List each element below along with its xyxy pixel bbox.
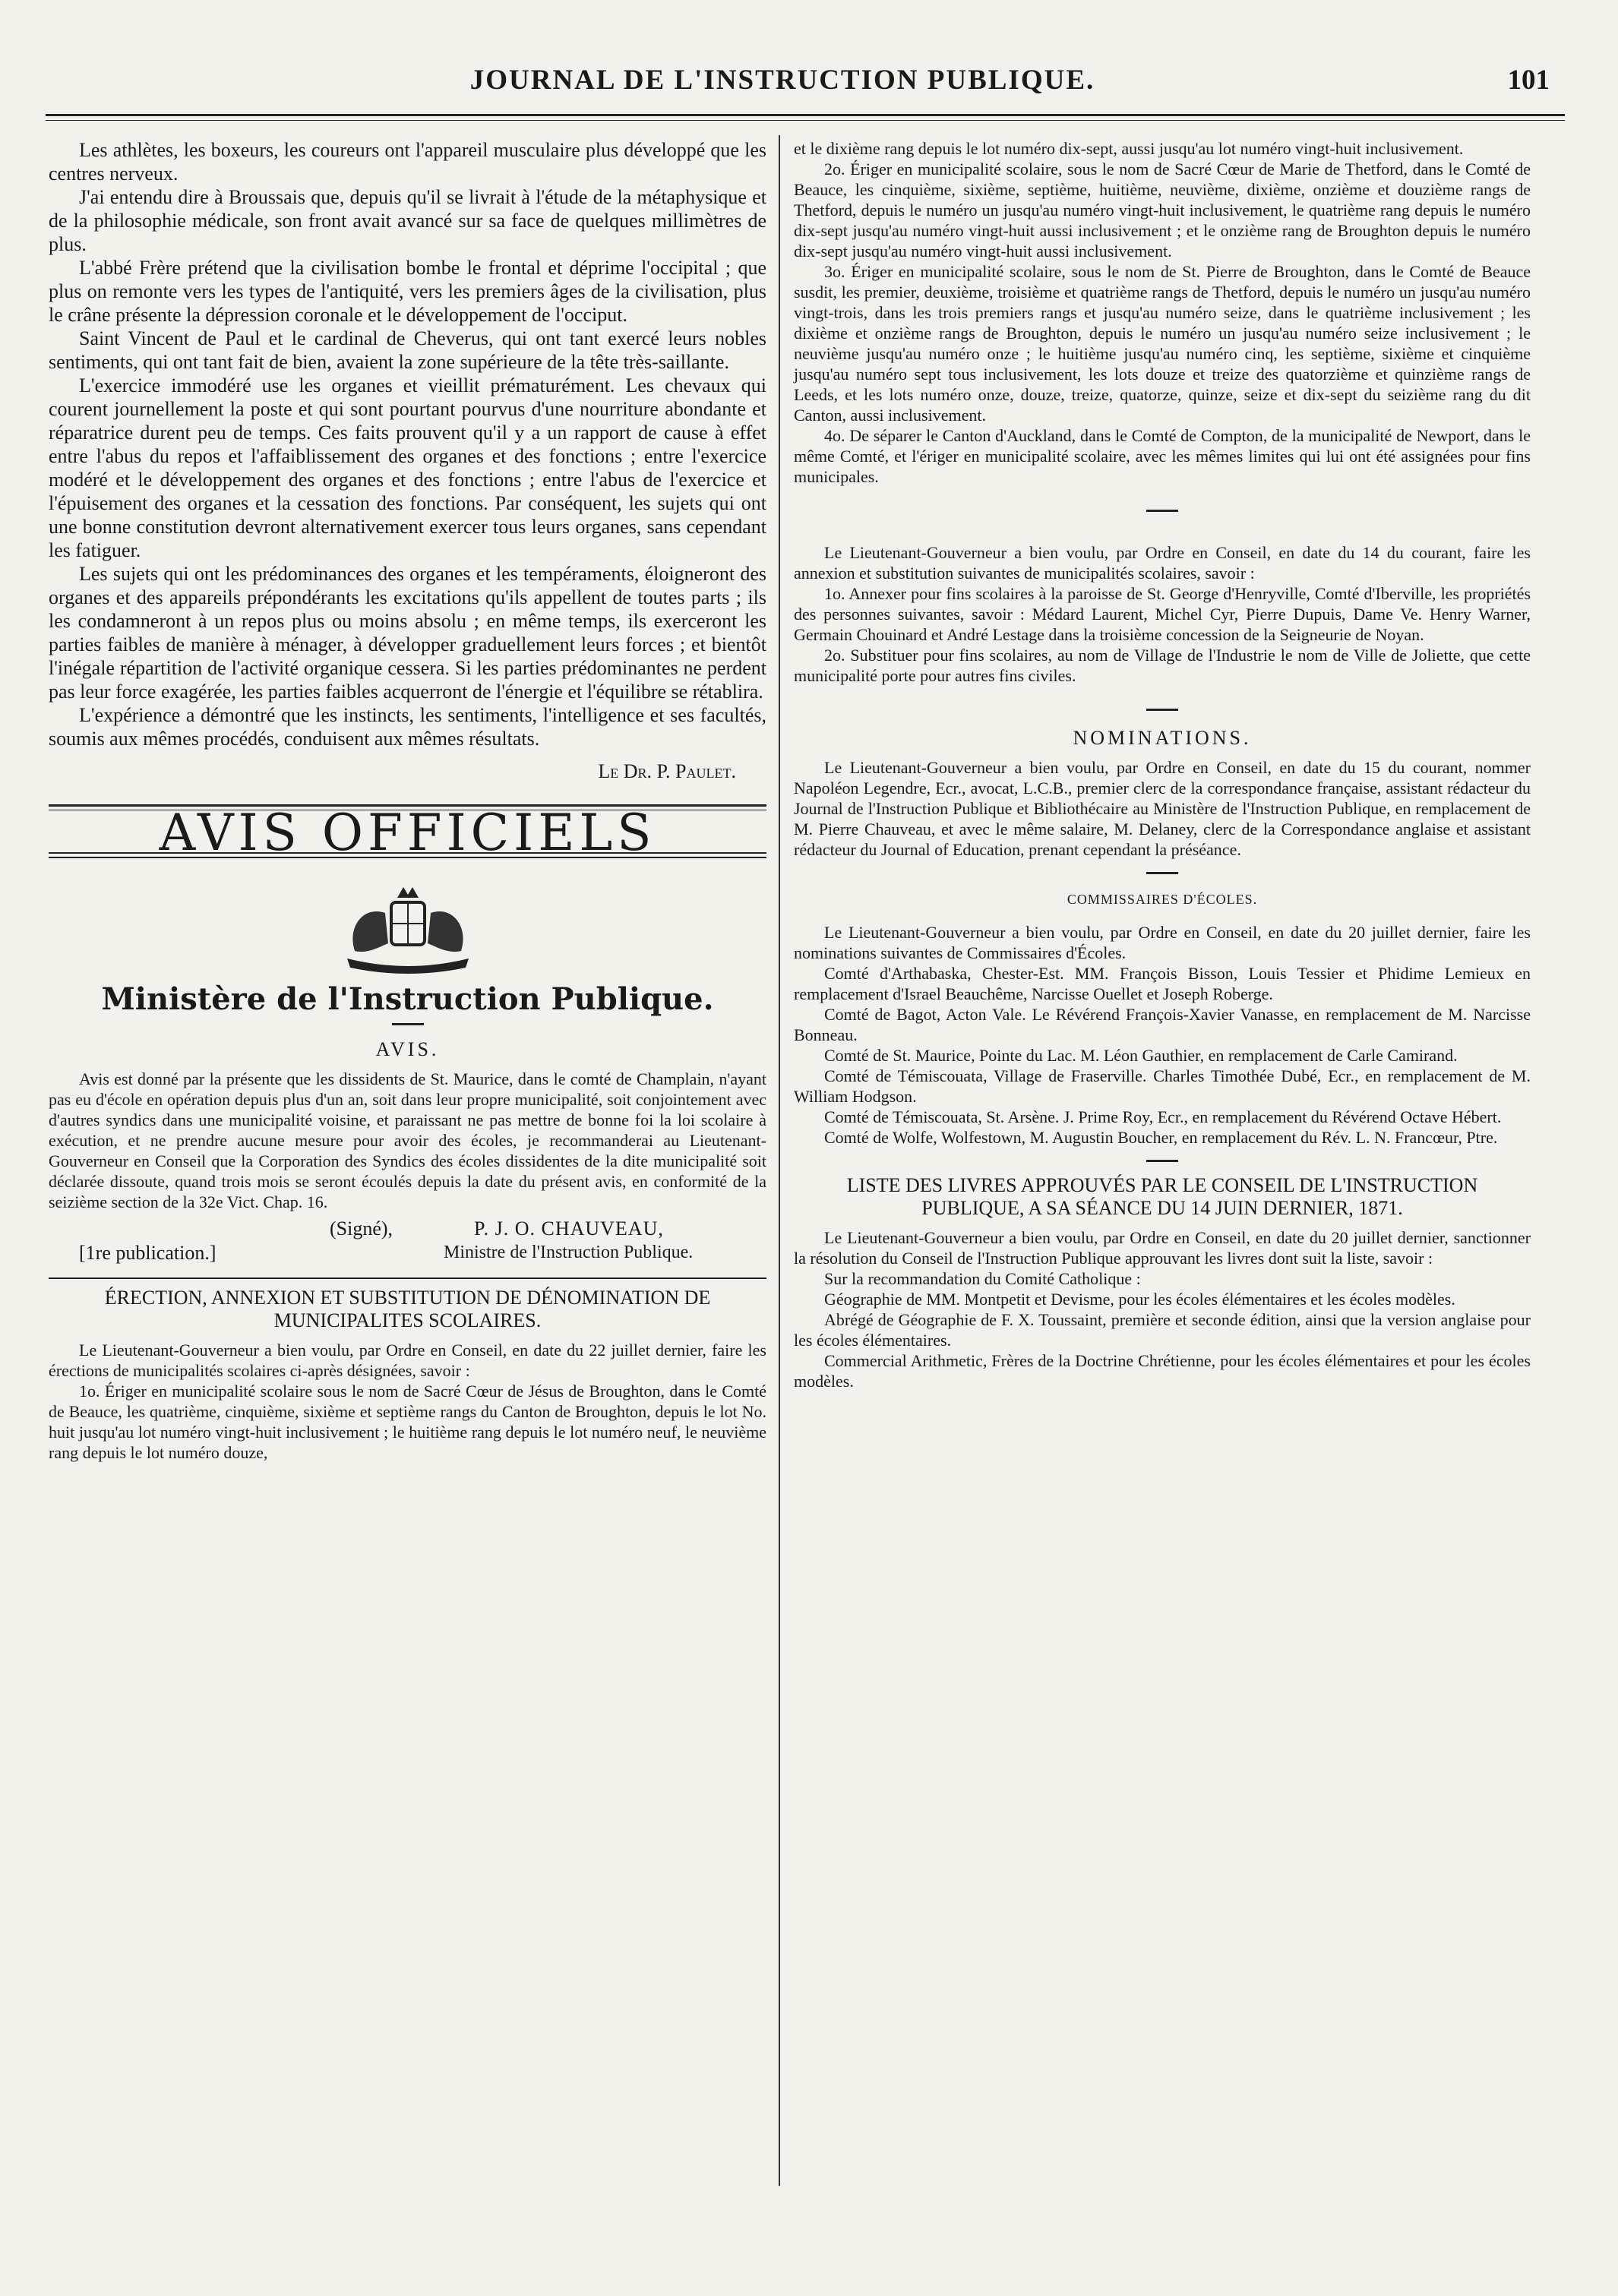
signatory-title: Ministre de l'Instruction Publique. bbox=[444, 1243, 694, 1262]
erection-item: 4o. De séparer le Canton d'Auckland, dans le Comté de Compton, de la municipalité de Newport, dans le même Comté, et l'ériger en municipalité scolaire, avec les mêmes limites qui lui ont été assignées pour fins municipales. bbox=[794, 426, 1531, 486]
dash-divider bbox=[1146, 872, 1178, 874]
left-column bbox=[49, 138, 766, 1463]
commissaire-entry: Comté de Témiscouata, Village de Fraserville. Charles Timothée Dubé, Ecr., en remplacement de M. William Hodgson. bbox=[794, 1066, 1531, 1106]
coat-of-arms-icon bbox=[324, 875, 491, 981]
journal-title: JOURNAL DE L'INSTRUCTION PUBLIQUE. bbox=[469, 65, 1095, 96]
article-paragraph: L'exercice immodéré use les organes et vieillit prématurément. Les chevaux qui courent journellement la poste et qui sont pourtant pourvus d'une nourriture abondante et réparatrice durent peu de temps. Ces faits prouvent qu'il y a un rapport de cause à effet entre l'abus du repos et l'affaiblissement des organes et des fonctions ; entre l'exercice modéré et le développement des organes et des fonctions ; entre l'abus de l'exercice et l'épuisement des organes et la cessation des fonctions. Par conséquent, les sujets qui ont une bonne constitution devront alternativement exercer tous leurs organes, sans cependant les fatiguer. bbox=[49, 374, 766, 561]
page-number: 101 bbox=[1507, 65, 1550, 96]
commissaires-heading: COMMISSAIRES D'ÉCOLES. bbox=[1067, 892, 1258, 907]
section-rule bbox=[49, 1277, 766, 1279]
ministry-heading: Ministère de l'Instruction Publique. bbox=[101, 981, 714, 1017]
article-body bbox=[49, 138, 766, 750]
erection-item: 3o. Ériger en municipalité scolaire, sous le nom de St. Pierre de Broughton, dans le Comté de Beauce susdit, les premier, deuxième, troisième et quatrième rangs de Thetford, depuis le numéro un jusqu'au numéro vingt-trois, dans les trois premiers rangs et jusqu'au numéro seize, dans le quatrième inclusivement ; les dixième et onzième rangs de Broughton, depuis le numéro un jusqu'au numéro seize inclusivement ; le neuvième jusqu'au numéro onze ; le huitième jusqu'au numéro cinq, les septième, sixième et cinquième jusqu'au numéro sept tous inclusivement, les lots douze et treize des quatorzième et quinzième rangs de Leeds, et les lots numéro onze, douze, treize, quatorze, quinze, seize et dix-sept du seizième rang du dit Canton, aussi inclusivement. bbox=[794, 262, 1531, 425]
avis-title: AVIS. bbox=[375, 1038, 440, 1060]
commissaire-entry: Comté de Bagot, Acton Vale. Le Révérend François-Xavier Vanasse, en remplacement de M. Narcisse Bonneau. bbox=[794, 1005, 1531, 1044]
article-paragraph: J'ai entendu dire à Broussais que, depuis qu'il se livrait à l'étude de la métaphysique et de la philosophie médicale, son front avait avancé sur sa face de quelques millimètres de plus. bbox=[49, 186, 766, 255]
commissaire-entry: Comté de Témiscouata, St. Arsène. J. Prime Roy, Ecr., en remplacement du Révérend Octave Hébert. bbox=[824, 1107, 1502, 1126]
signatory-name: P. J. O. CHAUVEAU, bbox=[474, 1217, 664, 1240]
dash-divider bbox=[1146, 1160, 1178, 1162]
dash-divider bbox=[1146, 709, 1178, 711]
commissaire-entry: Comté de Wolfe, Wolfestown, M. Augustin Boucher, en remplacement du Rév. L. N. Francœur, Ptre. bbox=[824, 1128, 1498, 1147]
annexion-intro: Le Lieutenant-Gouverneur a bien voulu, par Ordre en Conseil, en date du 14 du courant, faire les annexion et substitution suivantes de municipalités scolaires, savoir : bbox=[794, 543, 1531, 583]
nominations-heading: NOMINATIONS. bbox=[1073, 727, 1252, 749]
header-rule bbox=[46, 114, 1565, 116]
dash-divider bbox=[1146, 510, 1178, 512]
column-divider bbox=[779, 135, 780, 2186]
avis-officiels-banner: AVIS OFFICIELS bbox=[159, 804, 656, 862]
article-paragraph: L'expérience a démontré que les instincts, les sentiments, l'intelligence et ses facultés, soumis aux mêmes procédés, conduisent aux mêmes résultats. bbox=[49, 704, 766, 750]
livres-heading: LISTE DES LIVRES APPROUVÉS PAR LE CONSEIL DE L'INSTRUCTION PUBLIQUE, A SA SÉANCE DU 14 JUIN DERNIER, 1871. bbox=[846, 1174, 1478, 1219]
article-paragraph: L'abbé Frère prétend que la civilisation bombe le frontal et déprime l'occipital ; que plus on remonte vers les types de l'antiquité, vers les premiers âges de la civilisation, plus le crâne présente la dépression coronale et le développement de l'occiput. bbox=[49, 257, 766, 326]
erection-heading: ÉRECTION, ANNEXION ET SUBSTITUTION DE DÉNOMINATION DE MUNICIPALITES SCOLAIRES. bbox=[104, 1287, 711, 1331]
commissaire-entry: Comté d'Arthabaska, Chester-Est. MM. François Bisson, Louis Tessier et Phidime Lemieux en remplacement d'Israel Beauchême, Narcisse Ouellet et Joseph Roberge. bbox=[794, 964, 1531, 1003]
nominations-text: Le Lieutenant-Gouverneur a bien voulu, par Ordre en Conseil, en date du 15 du courant, nommer Napoléon Legendre, Ecr., avocat, L.C.B., premier clerc de la correspondance française, assistant rédacteur du Journal de l'Instruction Publique et Bibliothécaire au Ministère de l'Instruction Publique, en remplacement de M. Pierre Chauveau, et avec le même salaire, M. Delaney, clerc de la Correspondance anglaise et assistant rédacteur du Journal of Education, prenant cependant la préséance. bbox=[794, 758, 1531, 859]
livres-intro: Le Lieutenant-Gouverneur a bien voulu, par Ordre en Conseil, en date du 20 juillet dernier, sanctionner la résolution du Conseil de l'Instruction Publique approuvant les livres dont suit la liste, savoir : bbox=[794, 1228, 1531, 1268]
right-column bbox=[794, 138, 1531, 1391]
annexion-item: 2o. Substituer pour fins scolaires, au nom de Village de l'Industrie le nom de Ville de Joliette, que cette municipalité porte pour autres fins civiles. bbox=[794, 646, 1531, 685]
publication-note: [1re publication.] bbox=[79, 1242, 216, 1264]
article-paragraph: Les sujets qui ont les prédominances des organes et les tempéraments, éloigneront des organes et des appareils prépondérants les excitations qu'ils appellent de toutes parts ; ils les condamneront à un repos plus ou moins absolu ; en même temps, ils exerceront les parties faibles de manière à ménager, à développer graduellement leurs forces ; et bientôt l'inégale répartition de l'activité organique cessera. Si les parties prédominantes ne perdent pas leur force exagérée, les parties faibles acquerront de l'énergie et l'équilibre se rétablira. bbox=[49, 563, 766, 703]
erection-intro: Le Lieutenant-Gouverneur a bien voulu, par Ordre en Conseil, en date du 22 juillet dernier, faire les érections de municipalités scolaires ci-après désignées, savoir : bbox=[49, 1341, 766, 1380]
erection-item: 2o. Ériger en municipalité scolaire, sous le nom de Sacré Cœur de Marie de Thetford, dans le Comté de Beauce, les cinquième, sixième, septième, huitième, neuvième, dixième, onzième et douzième rangs de Thetford, depuis le numéro un jusqu'au numéro vingt-huit inclusivement, le quatrième rang depuis le numéro dix-sept jusqu'au numéro vingt-huit aussi inclusivement ; et le onzième rang de Broughton depuis le numéro dix-sept jusqu'au numéro vingt-huit aussi inclusivement. bbox=[794, 159, 1531, 261]
avis-signature-block bbox=[49, 1217, 766, 1265]
livre-entry: Abrégé de Géographie de F. X. Toussaint, première et seconde édition, ainsi que la version anglaise pour les écoles élémentaires. bbox=[794, 1310, 1531, 1350]
erection-continuation: et le dixième rang depuis le lot numéro dix-sept, aussi jusqu'au lot numéro vingt-huit inclusivement. bbox=[794, 139, 1464, 158]
article-paragraph: Les athlètes, les boxeurs, les coureurs ont l'appareil musculaire plus développé que les centres nerveux. bbox=[49, 139, 766, 185]
dash-divider bbox=[392, 1023, 424, 1025]
article-paragraph: Saint Vincent de Paul et le cardinal de Cheverus, qui ont tant exercé leurs nobles sentiments, qui ont tant fait de bien, avaient la zone supérieure de la tête très-saillante. bbox=[49, 327, 766, 373]
livre-entry: Commercial Arithmetic, Frères de la Doctrine Chrétienne, pour les écoles élémentaires et pour les écoles modèles. bbox=[794, 1351, 1531, 1391]
livre-entry: Sur la recommandation du Comité Catholique : bbox=[824, 1269, 1141, 1288]
annexion-item: 1o. Annexer pour fins scolaires à la paroisse de St. George d'Henryville, Comté d'Iberville, les propriétés des personnes suivantes, savoir : Médard Laurent, Michel Cyr, Pierre Dupuis, Dame Ve. Henry Warner, Germain Chouinard et André Lestage dans la troisième concession de la Seigneurie de Noyan. bbox=[794, 584, 1531, 644]
article-signature: Le Dr. P. Paulet. bbox=[598, 760, 736, 782]
signed-label: (Signé), bbox=[330, 1217, 393, 1240]
erection-item: 1o. Ériger en municipalité scolaire sous le nom de Sacré Cœur de Jésus de Broughton, dans le Comté de Beauce, les quatrième, cinquième, sixième et septième rangs du Canton de Broughton, depuis le lot No. huit jusqu'au lot numéro vingt-huit inclusivement ; le huitième rang depuis le lot numéro neuf, le neuvième rang depuis le lot numéro douze, bbox=[49, 1382, 766, 1462]
livre-entry: Géographie de MM. Montpetit et Devisme, pour les écoles élémentaires et les écoles modèles. bbox=[824, 1290, 1455, 1309]
running-head bbox=[68, 64, 1550, 109]
header-rule-thin bbox=[46, 120, 1565, 121]
commissaires-intro: Le Lieutenant-Gouverneur a bien voulu, par Ordre en Conseil, en date du 20 juillet dernier, faire les nominations suivantes de Commissaires d'Écoles. bbox=[794, 923, 1531, 962]
commissaire-entry: Comté de St. Maurice, Pointe du Lac. M. Léon Gauthier, en remplacement de Carle Camirand. bbox=[824, 1046, 1458, 1065]
avis-text: Avis est donné par la présente que les dissidents de St. Maurice, dans le comté de Champlain, n'ayant pas eu d'école en opération depuis plus d'un an, soit dans leur propre municipalité, soit conjointement avec d'autres syndics dans une municipalité voisine, et paraissant ne pas mettre de bonne foi la loi scolaire à exécution, et ne prendre aucune mesure pour avoir des écoles, je recommanderai au Lieutenant-Gouverneur en Conseil que la Corporation des Syndics des écoles dissidentes de la dite municipalité soit déclarée dissoute, quand trois mois se seront écoulés depuis la date du présent avis, en conformité de la seizième section de la 32e Vict. Chap. 16. bbox=[49, 1069, 766, 1211]
